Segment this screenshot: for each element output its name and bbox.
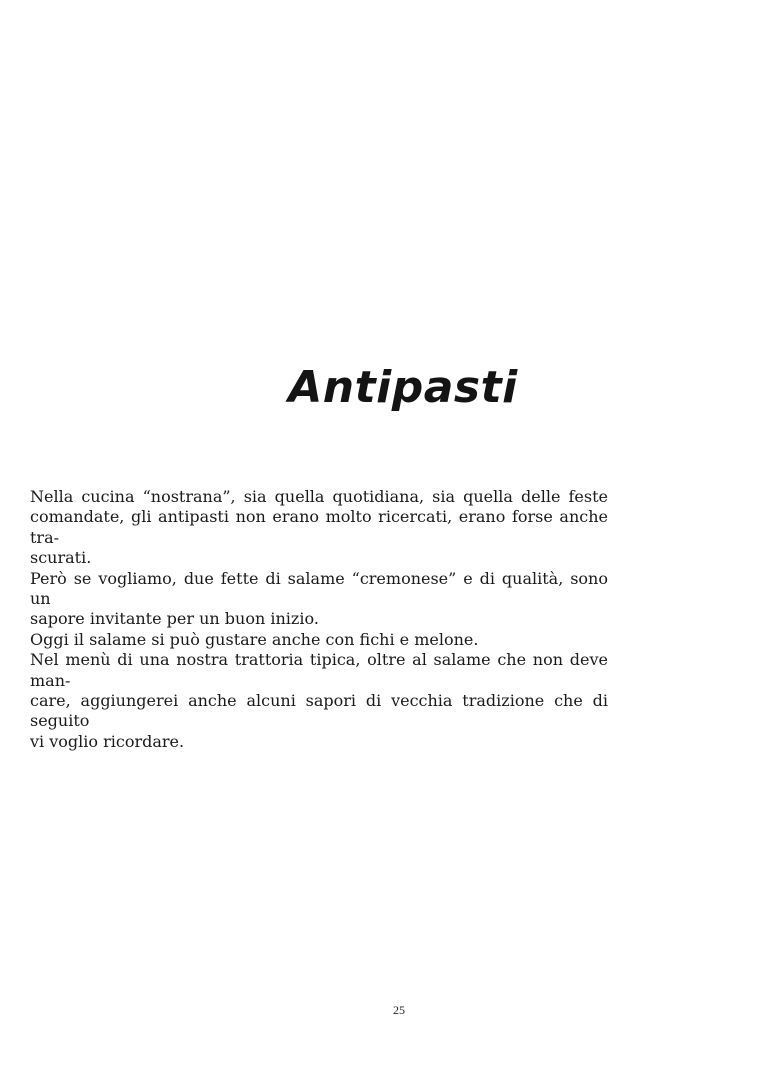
- text-line: Oggi il salame si può gustare anche con fichi e melone.: [30, 629, 479, 649]
- body-paragraph: [30, 487, 608, 752]
- text-line: comandate, gli antipasti non erano molto ricercati, erano forse anche tra-: [30, 507, 608, 547]
- text-line: vi voglio ricordare.: [30, 731, 185, 751]
- text-line: sapore invitante per un buon inizio.: [30, 609, 319, 629]
- text-line: care, aggiungerei anche alcuni sapori di vecchia tradizione che di seguito: [30, 691, 608, 731]
- page-number: 25: [393, 1003, 405, 1017]
- page-title: Antipasti: [288, 362, 518, 413]
- text-line: Nel menù di una nostra trattoria tipica, oltre al salame che non deve man-: [30, 650, 608, 690]
- text-line: scurati.: [30, 548, 92, 568]
- text-line: Però se vogliamo, due fette di salame “cremonese” e di qualità, sono un: [30, 568, 608, 609]
- text-line: Nella cucina “nostrana”, sia quella quotidiana, sia quella delle feste: [30, 487, 608, 506]
